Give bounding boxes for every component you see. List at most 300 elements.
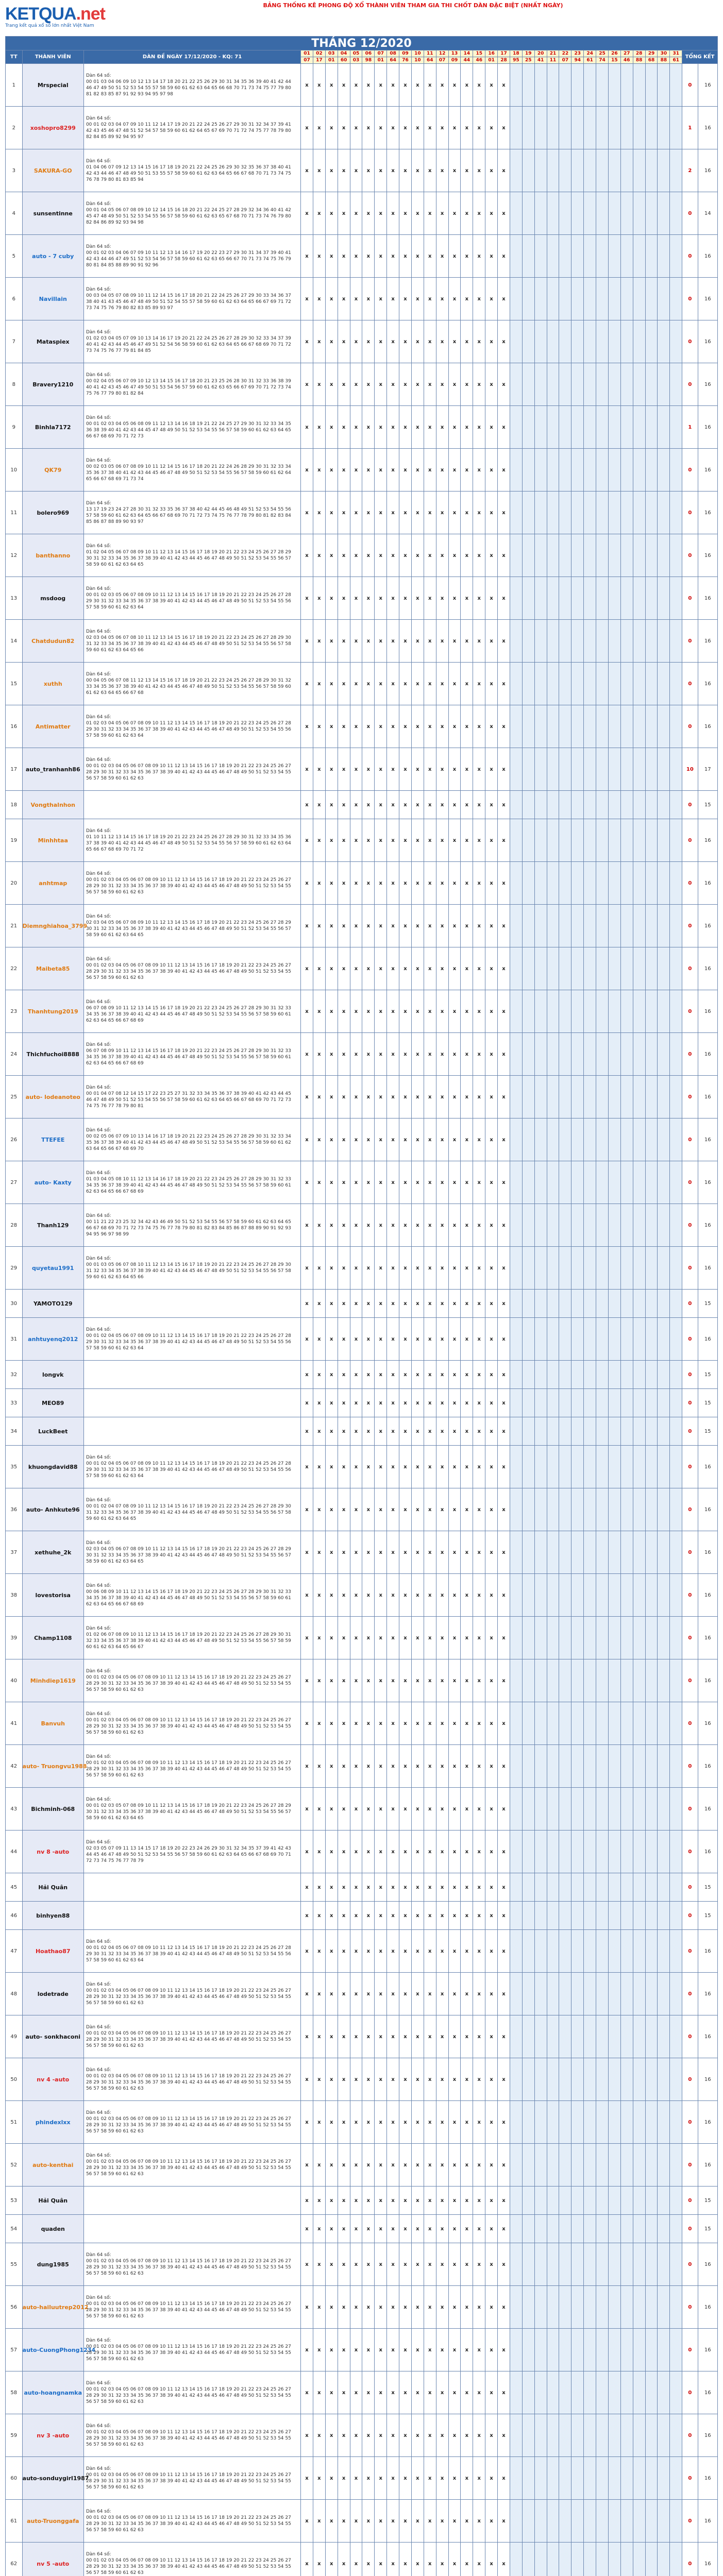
member-name[interactable]: xuthh	[22, 663, 83, 705]
day-mark	[596, 2015, 609, 2058]
day-mark: x	[350, 235, 362, 278]
member-name[interactable]: Vongthalnhon	[22, 791, 83, 819]
day-mark: x	[485, 819, 498, 862]
day-mark	[571, 1361, 584, 1389]
day-mark: x	[362, 2414, 375, 2457]
day-mark: x	[448, 1930, 461, 1973]
day-mark: x	[399, 1033, 412, 1076]
day-mark: x	[424, 1745, 436, 1788]
day-mark	[670, 1204, 682, 1247]
col-member-header: THÀNH VIÊN	[22, 50, 83, 64]
member-name[interactable]: Hải Quân	[22, 2187, 83, 2215]
day-mark	[608, 64, 620, 107]
day-mark	[620, 1446, 633, 1488]
stats-table	[5, 36, 718, 2576]
member-name[interactable]: auto- Anhkute96	[22, 1488, 83, 1531]
member-name[interactable]: Thichfuchoi8888	[22, 1033, 83, 1076]
member-name[interactable]: dung1985	[22, 2243, 83, 2286]
day-mark	[547, 577, 559, 620]
day-mark	[584, 2286, 596, 2329]
day-mark	[534, 2243, 547, 2286]
day-mark	[510, 107, 522, 149]
total-hits: 1	[682, 107, 698, 149]
member-name[interactable]: Navillain	[22, 278, 83, 320]
day-mark	[620, 1417, 633, 1446]
day-mark: x	[362, 1902, 375, 1930]
day-mark: x	[301, 1574, 313, 1617]
day-mark: x	[461, 1831, 473, 1873]
day-mark: x	[387, 320, 399, 363]
day-mark	[571, 1318, 584, 1361]
day-mark: x	[313, 1531, 325, 1574]
day-mark: x	[338, 2187, 350, 2215]
day-mark	[670, 1902, 682, 1930]
day-mark: x	[485, 577, 498, 620]
day-mark: x	[350, 947, 362, 990]
day-mark: x	[313, 1076, 325, 1118]
member-name[interactable]: auto- lodeanoteo	[22, 1076, 83, 1118]
day-mark	[620, 905, 633, 947]
day-mark	[534, 2144, 547, 2187]
day-mark: x	[375, 577, 387, 620]
day-mark	[608, 862, 620, 905]
number-set: Dàn 64 số: 00 01 02 03 04 05 06 07 08 09 10 11 12 13 14 15 16 17 18 19 20 21 22 23 24 25 26 27 28 29 30 31 32 33 34 35 36 37 38 39 40 41 42 43 44 45 46 47 48 49 50 51 52 53 54 55 56 57 58 59 60 61 62 63	[83, 2457, 300, 2500]
day-mark	[608, 1745, 620, 1788]
total-days: 16	[698, 1118, 717, 1161]
day-mark: x	[338, 1902, 350, 1930]
brand-suffix: .net	[76, 4, 106, 24]
day-mark: x	[325, 235, 338, 278]
day-mark: x	[375, 2414, 387, 2457]
day-mark: x	[387, 2329, 399, 2371]
day-mark	[547, 2144, 559, 2187]
row-stt: 21	[6, 905, 23, 947]
day-mark	[658, 1361, 670, 1389]
day-mark	[571, 2144, 584, 2187]
row-stt: 11	[6, 492, 23, 534]
day-mark: x	[375, 1389, 387, 1417]
day-mark	[670, 2500, 682, 2543]
member-name[interactable]: nv 5 -auto	[22, 2543, 83, 2576]
day-mark	[670, 320, 682, 363]
member-name[interactable]: auto-kenthai	[22, 2144, 83, 2187]
table-row	[6, 791, 718, 819]
day-mark: x	[313, 2457, 325, 2500]
row-stt: 9	[6, 406, 23, 449]
day-mark	[658, 1488, 670, 1531]
day-result: 25	[522, 57, 534, 64]
day-mark	[645, 1873, 658, 1902]
total-days: 15	[698, 1290, 717, 1318]
day-mark	[559, 2500, 571, 2543]
day-mark: x	[411, 990, 424, 1033]
day-mark: x	[411, 149, 424, 192]
day-result: 10	[411, 57, 424, 64]
day-mark	[620, 2371, 633, 2414]
day-mark: x	[399, 1930, 412, 1973]
day-mark: x	[436, 64, 448, 107]
day-mark: x	[313, 1417, 325, 1446]
total-days: 15	[698, 1873, 717, 1902]
day-mark: x	[399, 1247, 412, 1290]
day-mark	[645, 1531, 658, 1574]
day-mark: x	[375, 620, 387, 663]
total-days: 16	[698, 1702, 717, 1745]
day-mark	[534, 363, 547, 406]
day-mark: x	[313, 1659, 325, 1702]
member-name[interactable]: Thanh129	[22, 1204, 83, 1247]
day-mark: x	[498, 2286, 510, 2329]
member-name[interactable]: Mrspecial	[22, 64, 83, 107]
day-mark	[620, 1973, 633, 2015]
day-mark: x	[461, 1488, 473, 1531]
member-name[interactable]: anhtmap	[22, 862, 83, 905]
member-name[interactable]: Bichminh-068	[22, 1788, 83, 1831]
day-mark	[620, 2286, 633, 2329]
total-days: 16	[698, 2058, 717, 2101]
day-mark: x	[313, 2058, 325, 2101]
member-name[interactable]: phindexlxx	[22, 2101, 83, 2144]
day-mark	[522, 2457, 534, 2500]
day-mark: x	[448, 1033, 461, 1076]
member-name[interactable]: auto-Truonggafa	[22, 2500, 83, 2543]
day-mark	[658, 1745, 670, 1788]
day-mark	[620, 1290, 633, 1318]
member-name[interactable]: Champ1108	[22, 1617, 83, 1659]
day-mark: x	[399, 320, 412, 363]
day-mark	[608, 819, 620, 862]
row-stt: 50	[6, 2058, 23, 2101]
member-name[interactable]: nv 8 -auto	[22, 1831, 83, 1873]
table-row	[6, 107, 718, 149]
day-mark: x	[325, 1873, 338, 1902]
member-name[interactable]: auto-sonduygirl1987	[22, 2457, 83, 2500]
day-mark	[658, 2414, 670, 2457]
total-days: 16	[698, 2457, 717, 2500]
total-hits: 0	[682, 620, 698, 663]
day-mark	[670, 278, 682, 320]
member-name[interactable]: Antimatter	[22, 705, 83, 748]
day-mark: x	[473, 320, 485, 363]
member-name[interactable]: lodetrade	[22, 1973, 83, 2015]
day-mark: x	[448, 990, 461, 1033]
day-mark: x	[387, 2414, 399, 2457]
member-name[interactable]: quyetau1991	[22, 1247, 83, 1290]
member-name[interactable]: Chatdudun82	[22, 620, 83, 663]
day-mark	[571, 748, 584, 791]
day-mark: x	[387, 1361, 399, 1389]
member-name[interactable]: Minhhtaa	[22, 819, 83, 862]
day-result: 76	[399, 57, 412, 64]
day-mark	[559, 2015, 571, 2058]
day-mark	[584, 1659, 596, 1702]
day-mark: x	[375, 1076, 387, 1118]
day-mark	[670, 2058, 682, 2101]
day-mark: x	[448, 406, 461, 449]
day-mark: x	[350, 320, 362, 363]
day-mark	[670, 1318, 682, 1361]
number-set: Dàn 64 số: 00 01 02 03 04 05 06 07 08 09 10 11 12 13 14 15 16 17 18 19 20 21 22 23 24 25 26 27 28 29 30 31 32 33 34 35 36 37 38 39 40 41 42 43 44 45 46 47 48 49 50 51 52 53 54 55 56 57 58 59 60 61 62 63	[83, 1973, 300, 2015]
day-mark	[633, 2543, 645, 2576]
day-mark	[658, 2543, 670, 2576]
day-mark	[645, 2243, 658, 2286]
day-mark	[670, 149, 682, 192]
day-mark: x	[338, 2215, 350, 2243]
day-mark: x	[387, 1574, 399, 1617]
day-mark: x	[313, 1788, 325, 1831]
table-row	[6, 819, 718, 862]
day-mark	[584, 320, 596, 363]
day-mark: x	[338, 2543, 350, 2576]
day-mark: x	[498, 1247, 510, 1290]
row-stt: 25	[6, 1076, 23, 1118]
day-mark: x	[461, 2371, 473, 2414]
member-name[interactable]: lovestorisa	[22, 1574, 83, 1617]
member-name[interactable]: YAMOTO129	[22, 1290, 83, 1318]
day-mark: x	[399, 534, 412, 577]
day-mark	[596, 64, 609, 107]
day-mark	[633, 1902, 645, 1930]
member-name[interactable]: auto- sonkhaconi	[22, 2015, 83, 2058]
day-mark: x	[362, 748, 375, 791]
member-name[interactable]: longvk	[22, 1361, 83, 1389]
day-mark	[559, 705, 571, 748]
member-name[interactable]: nv 4 -auto	[22, 2058, 83, 2101]
member-name[interactable]: banthanno	[22, 534, 83, 577]
day-mark	[522, 1417, 534, 1446]
day-mark	[658, 819, 670, 862]
day-mark: x	[485, 1290, 498, 1318]
day-mark: x	[313, 1873, 325, 1902]
day-mark	[620, 2101, 633, 2144]
day-mark	[596, 235, 609, 278]
day-mark	[608, 1118, 620, 1161]
member-name[interactable]: Maibeta85	[22, 947, 83, 990]
day-mark: x	[485, 905, 498, 947]
day-mark	[608, 1488, 620, 1531]
day-result: 46	[473, 57, 485, 64]
day-mark	[522, 2414, 534, 2457]
member-name[interactable]: SAKURA-GO	[22, 149, 83, 192]
day-mark: x	[424, 2500, 436, 2543]
member-name[interactable]: xethuhe_2k	[22, 1531, 83, 1574]
row-stt: 10	[6, 449, 23, 492]
day-mark	[645, 1788, 658, 1831]
day-mark	[522, 534, 534, 577]
day-mark	[522, 235, 534, 278]
day-mark: x	[436, 278, 448, 320]
day-mark: x	[338, 449, 350, 492]
day-mark: x	[399, 705, 412, 748]
day-mark: x	[448, 2329, 461, 2371]
day-mark: x	[461, 2329, 473, 2371]
day-mark: x	[399, 363, 412, 406]
member-name[interactable]: QK79	[22, 449, 83, 492]
member-name[interactable]: auto-hailuutrep2012	[22, 2286, 83, 2329]
day-mark	[534, 990, 547, 1033]
day-mark: x	[424, 620, 436, 663]
member-name[interactable]: auto- Kaxty	[22, 1161, 83, 1204]
day-mark	[559, 1076, 571, 1118]
member-name[interactable]: Diemnghiahoa_3799	[22, 905, 83, 947]
member-name[interactable]: auto-hoangnamka	[22, 2371, 83, 2414]
total-hits: 0	[682, 705, 698, 748]
day-mark: x	[411, 1446, 424, 1488]
day-mark: x	[375, 2286, 387, 2329]
total-hits: 0	[682, 2329, 698, 2371]
day-mark: x	[362, 1788, 375, 1831]
member-name[interactable]: LuckBeet	[22, 1417, 83, 1446]
day-mark	[596, 1659, 609, 1702]
member-name[interactable]: Minhdiep1619	[22, 1659, 83, 1702]
member-name[interactable]: Banvuh	[22, 1702, 83, 1745]
table-row	[6, 1204, 718, 1247]
day-mark	[547, 1831, 559, 1873]
day-mark	[620, 2215, 633, 2243]
day-mark	[670, 1617, 682, 1659]
member-name[interactable]: MEO89	[22, 1389, 83, 1417]
day-mark	[620, 1318, 633, 1361]
day-mark	[608, 1076, 620, 1118]
member-name[interactable]: xoshopro8299	[22, 107, 83, 149]
day-mark: x	[485, 149, 498, 192]
table-row	[6, 663, 718, 705]
day-mark	[571, 1702, 584, 1745]
day-mark: x	[350, 1659, 362, 1702]
day-mark: x	[338, 791, 350, 819]
day-mark: x	[411, 1702, 424, 1745]
day-mark: x	[313, 1318, 325, 1361]
day-mark: x	[301, 64, 313, 107]
day-mark: x	[485, 2144, 498, 2187]
day-mark	[645, 64, 658, 107]
day-mark	[658, 2058, 670, 2101]
day-mark: x	[473, 192, 485, 235]
day-mark	[547, 534, 559, 577]
member-name[interactable]: quaden	[22, 2215, 83, 2243]
member-name[interactable]: Hải Quân	[22, 1873, 83, 1902]
day-mark: x	[350, 663, 362, 705]
member-name[interactable]: sunsentinne	[22, 192, 83, 235]
total-days: 16	[698, 2500, 717, 2543]
day-mark	[559, 1930, 571, 1973]
day-mark: x	[461, 2286, 473, 2329]
day-mark: x	[387, 1973, 399, 2015]
member-name[interactable]: Thanhtung2019	[22, 990, 83, 1033]
member-name[interactable]: TTEFEE	[22, 1118, 83, 1161]
member-name[interactable]: anhtuyenq2012	[22, 1318, 83, 1361]
day-mark	[658, 2144, 670, 2187]
day-mark	[571, 862, 584, 905]
day-mark: x	[387, 1617, 399, 1659]
day-mark: x	[362, 1446, 375, 1488]
day-mark	[608, 947, 620, 990]
day-mark: x	[399, 1118, 412, 1161]
member-name[interactable]: auto- Truongvu1988	[22, 1745, 83, 1788]
row-stt: 6	[6, 278, 23, 320]
member-name[interactable]: Bravery1210	[22, 363, 83, 406]
number-set: Dàn 64 số: 00 01 02 03 04 05 06 07 08 09 10 11 12 13 14 15 16 17 18 19 20 21 22 23 24 25 26 27 28 29 30 31 32 33 34 35 36 37 38 39 40 41 42 43 44 45 46 47 48 49 50 51 52 53 54 55 56 57 58 59 60 61 62 63	[83, 2101, 300, 2144]
member-name[interactable]: Mataspiex	[22, 320, 83, 363]
day-mark: x	[362, 663, 375, 705]
day-mark: x	[362, 2243, 375, 2286]
number-set	[83, 1361, 300, 1389]
day-mark	[559, 2414, 571, 2457]
site-logo[interactable]	[5, 4, 106, 31]
day-mark	[559, 107, 571, 149]
day-mark: x	[313, 320, 325, 363]
day-mark: x	[485, 1417, 498, 1446]
member-name[interactable]: binhyen88	[22, 1902, 83, 1930]
day-mark	[633, 107, 645, 149]
row-stt: 26	[6, 1118, 23, 1161]
day-mark: x	[473, 2243, 485, 2286]
day-mark	[534, 1531, 547, 1574]
day-mark: x	[473, 1617, 485, 1659]
day-mark: x	[498, 192, 510, 235]
day-mark: x	[362, 2058, 375, 2101]
day-mark	[534, 2101, 547, 2144]
day-mark: x	[375, 1930, 387, 1973]
member-name[interactable]: msdoog	[22, 577, 83, 620]
day-mark	[584, 1745, 596, 1788]
day-mark	[522, 2215, 534, 2243]
day-mark	[633, 947, 645, 990]
table-row	[6, 705, 718, 748]
member-name[interactable]: nv 3 -auto	[22, 2414, 83, 2457]
day-mark: x	[387, 2243, 399, 2286]
member-name[interactable]: Hoathao87	[22, 1930, 83, 1973]
day-mark: x	[498, 577, 510, 620]
member-name[interactable]: bolero969	[22, 492, 83, 534]
day-mark	[633, 2457, 645, 2500]
day-mark: x	[313, 862, 325, 905]
day-mark	[633, 1446, 645, 1488]
day-mark: x	[313, 363, 325, 406]
day-mark: x	[436, 1930, 448, 1973]
day-mark: x	[436, 1290, 448, 1318]
day-mark	[571, 663, 584, 705]
member-name[interactable]: Binhla7172	[22, 406, 83, 449]
number-set	[83, 2187, 300, 2215]
day-mark: x	[313, 748, 325, 791]
member-name[interactable]: auto-CuongPhong1234	[22, 2329, 83, 2371]
day-mark	[620, 947, 633, 990]
day-mark: x	[498, 1531, 510, 1574]
total-hits: 0	[682, 947, 698, 990]
day-mark	[522, 363, 534, 406]
day-mark: x	[498, 2371, 510, 2414]
member-name[interactable]: khuongdavid88	[22, 1446, 83, 1488]
number-set	[83, 1389, 300, 1417]
day-mark: x	[325, 990, 338, 1033]
day-mark	[584, 149, 596, 192]
day-mark: x	[313, 1745, 325, 1788]
total-hits: 0	[682, 2144, 698, 2187]
day-mark	[620, 192, 633, 235]
member-name[interactable]: auto_tranhanh86	[22, 748, 83, 791]
member-name[interactable]: auto - 7 cuby	[22, 235, 83, 278]
total-hits: 0	[682, 1930, 698, 1973]
day-mark: x	[375, 534, 387, 577]
total-hits: 0	[682, 905, 698, 947]
day-mark: x	[362, 534, 375, 577]
day-mark: x	[325, 1318, 338, 1361]
day-mark	[584, 1076, 596, 1118]
day-mark: x	[485, 947, 498, 990]
day-mark: x	[301, 663, 313, 705]
day-mark: x	[448, 663, 461, 705]
